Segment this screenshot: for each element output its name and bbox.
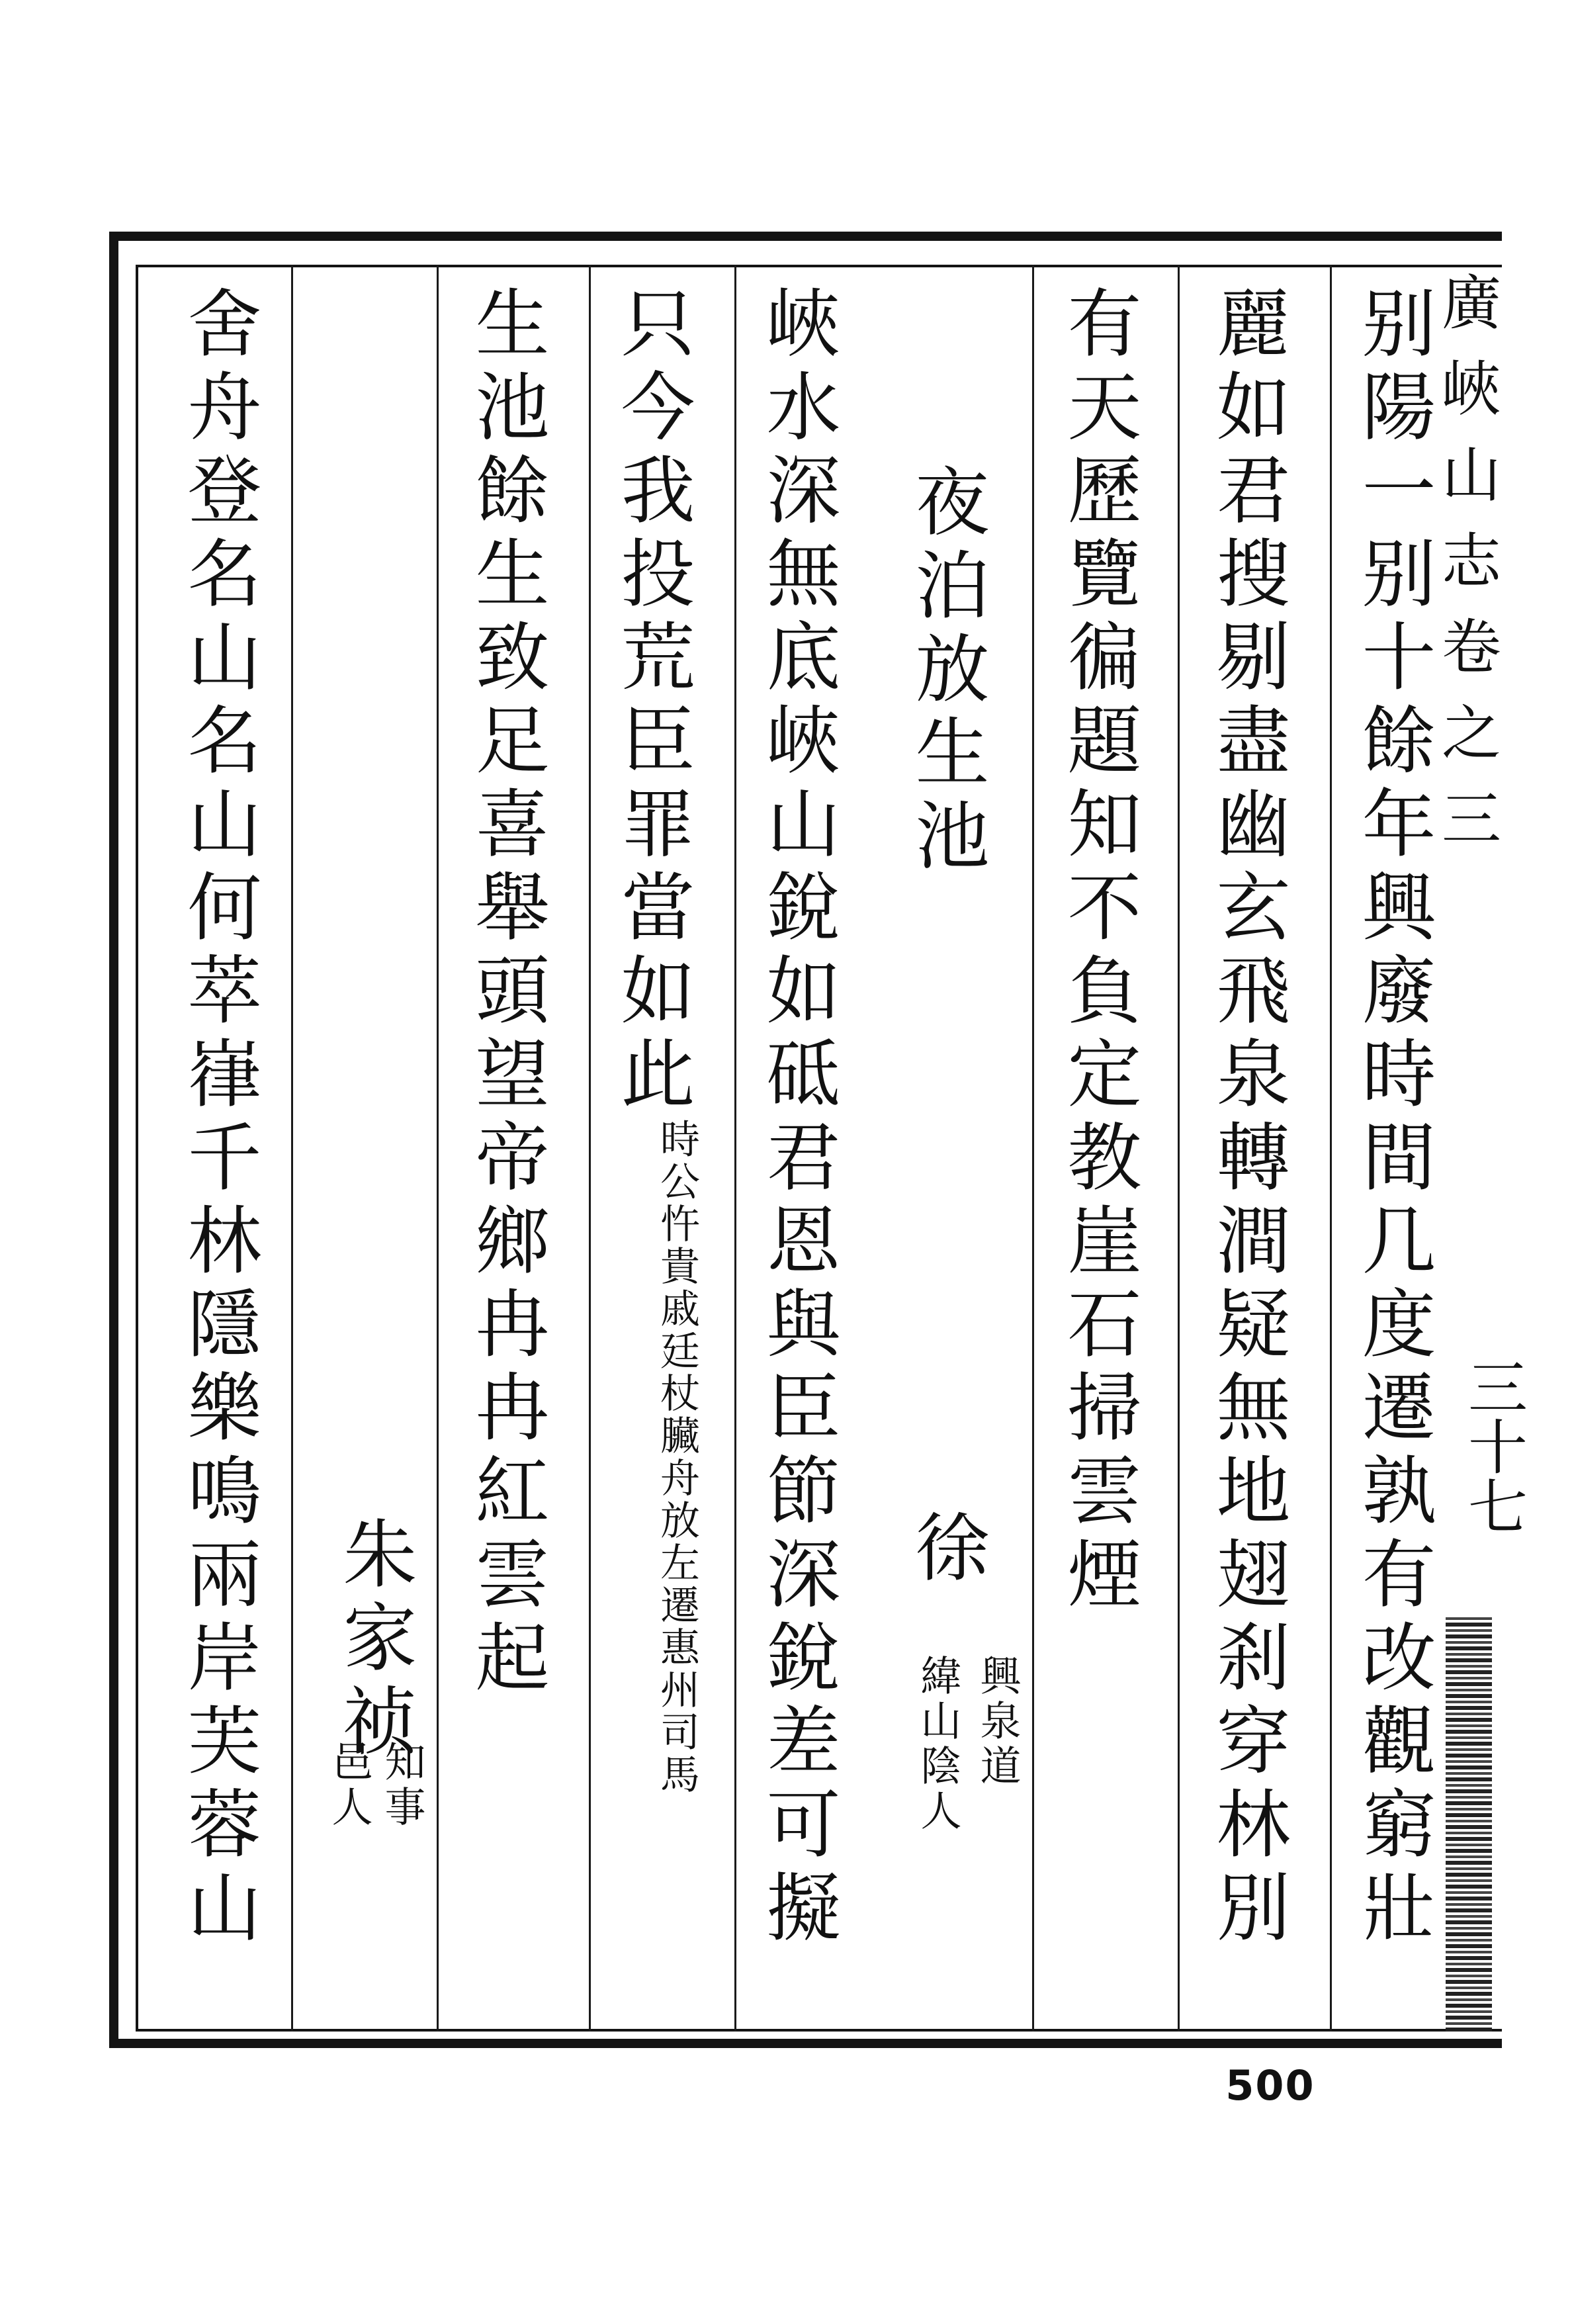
column-text: 生池餘生致足喜舉頭望帝鄉冉冉紅雲起 [463,285,549,1702]
author-note: 知事 [378,1740,426,1830]
poem-title: 夜泊放生池 [903,463,989,880]
column-text: 麗如君搜剔盡幽玄飛泉轉澗疑無地翅刹穿林別 [1204,285,1290,1952]
spine-title: 廣峽山志卷之三 [1431,271,1501,873]
column-text: 舍舟登名山名山何萃嵂千林隱樂鳴兩岸芙蓉山 [175,285,261,1952]
text-column-1 [1343,285,1442,2025]
page-number: 500 [1225,2061,1315,2110]
poem-author: 徐 [903,1509,989,1583]
column-divider [1178,265,1180,2032]
spine-folio: 三十七 [1458,1357,1527,1535]
author-note: 興泉道 [973,1654,1022,1789]
column-divider [734,265,736,2032]
column-divider [1330,265,1332,2032]
column-divider [589,265,591,2032]
poem-author: 朱家祯 [331,1515,417,1765]
text-column-7 [457,285,556,2025]
column-divider [437,265,439,2032]
column-text: 只今我投荒臣罪當如此 [609,285,695,1118]
column-divider [291,265,293,2032]
column-divider [1032,265,1034,2032]
author-note: 緯山陰人 [914,1654,962,1834]
column-text: 别陽一别十餘年興廢時間几度遷孰有改觀窮壯 [1350,285,1436,1952]
text-column-6 [602,285,701,2025]
text-column-9 [169,285,268,2025]
folio-edge-band [1446,1615,1492,2032]
author-note: 邑人 [325,1740,373,1830]
inline-note: 時公忤貴戚廷杖臟舟放左遷惠州司馬 [654,1118,700,1796]
text-column-3 [1049,285,1148,2025]
text-column-5 [748,285,847,2025]
column-text: 有天歷覽徧題知不負定教崖石掃雲煙 [1055,285,1141,1619]
column-text: 峽水深無底峽山銳如砥君恩與臣節深銳差可擬 [754,285,840,1952]
text-column-2 [1198,285,1297,2025]
